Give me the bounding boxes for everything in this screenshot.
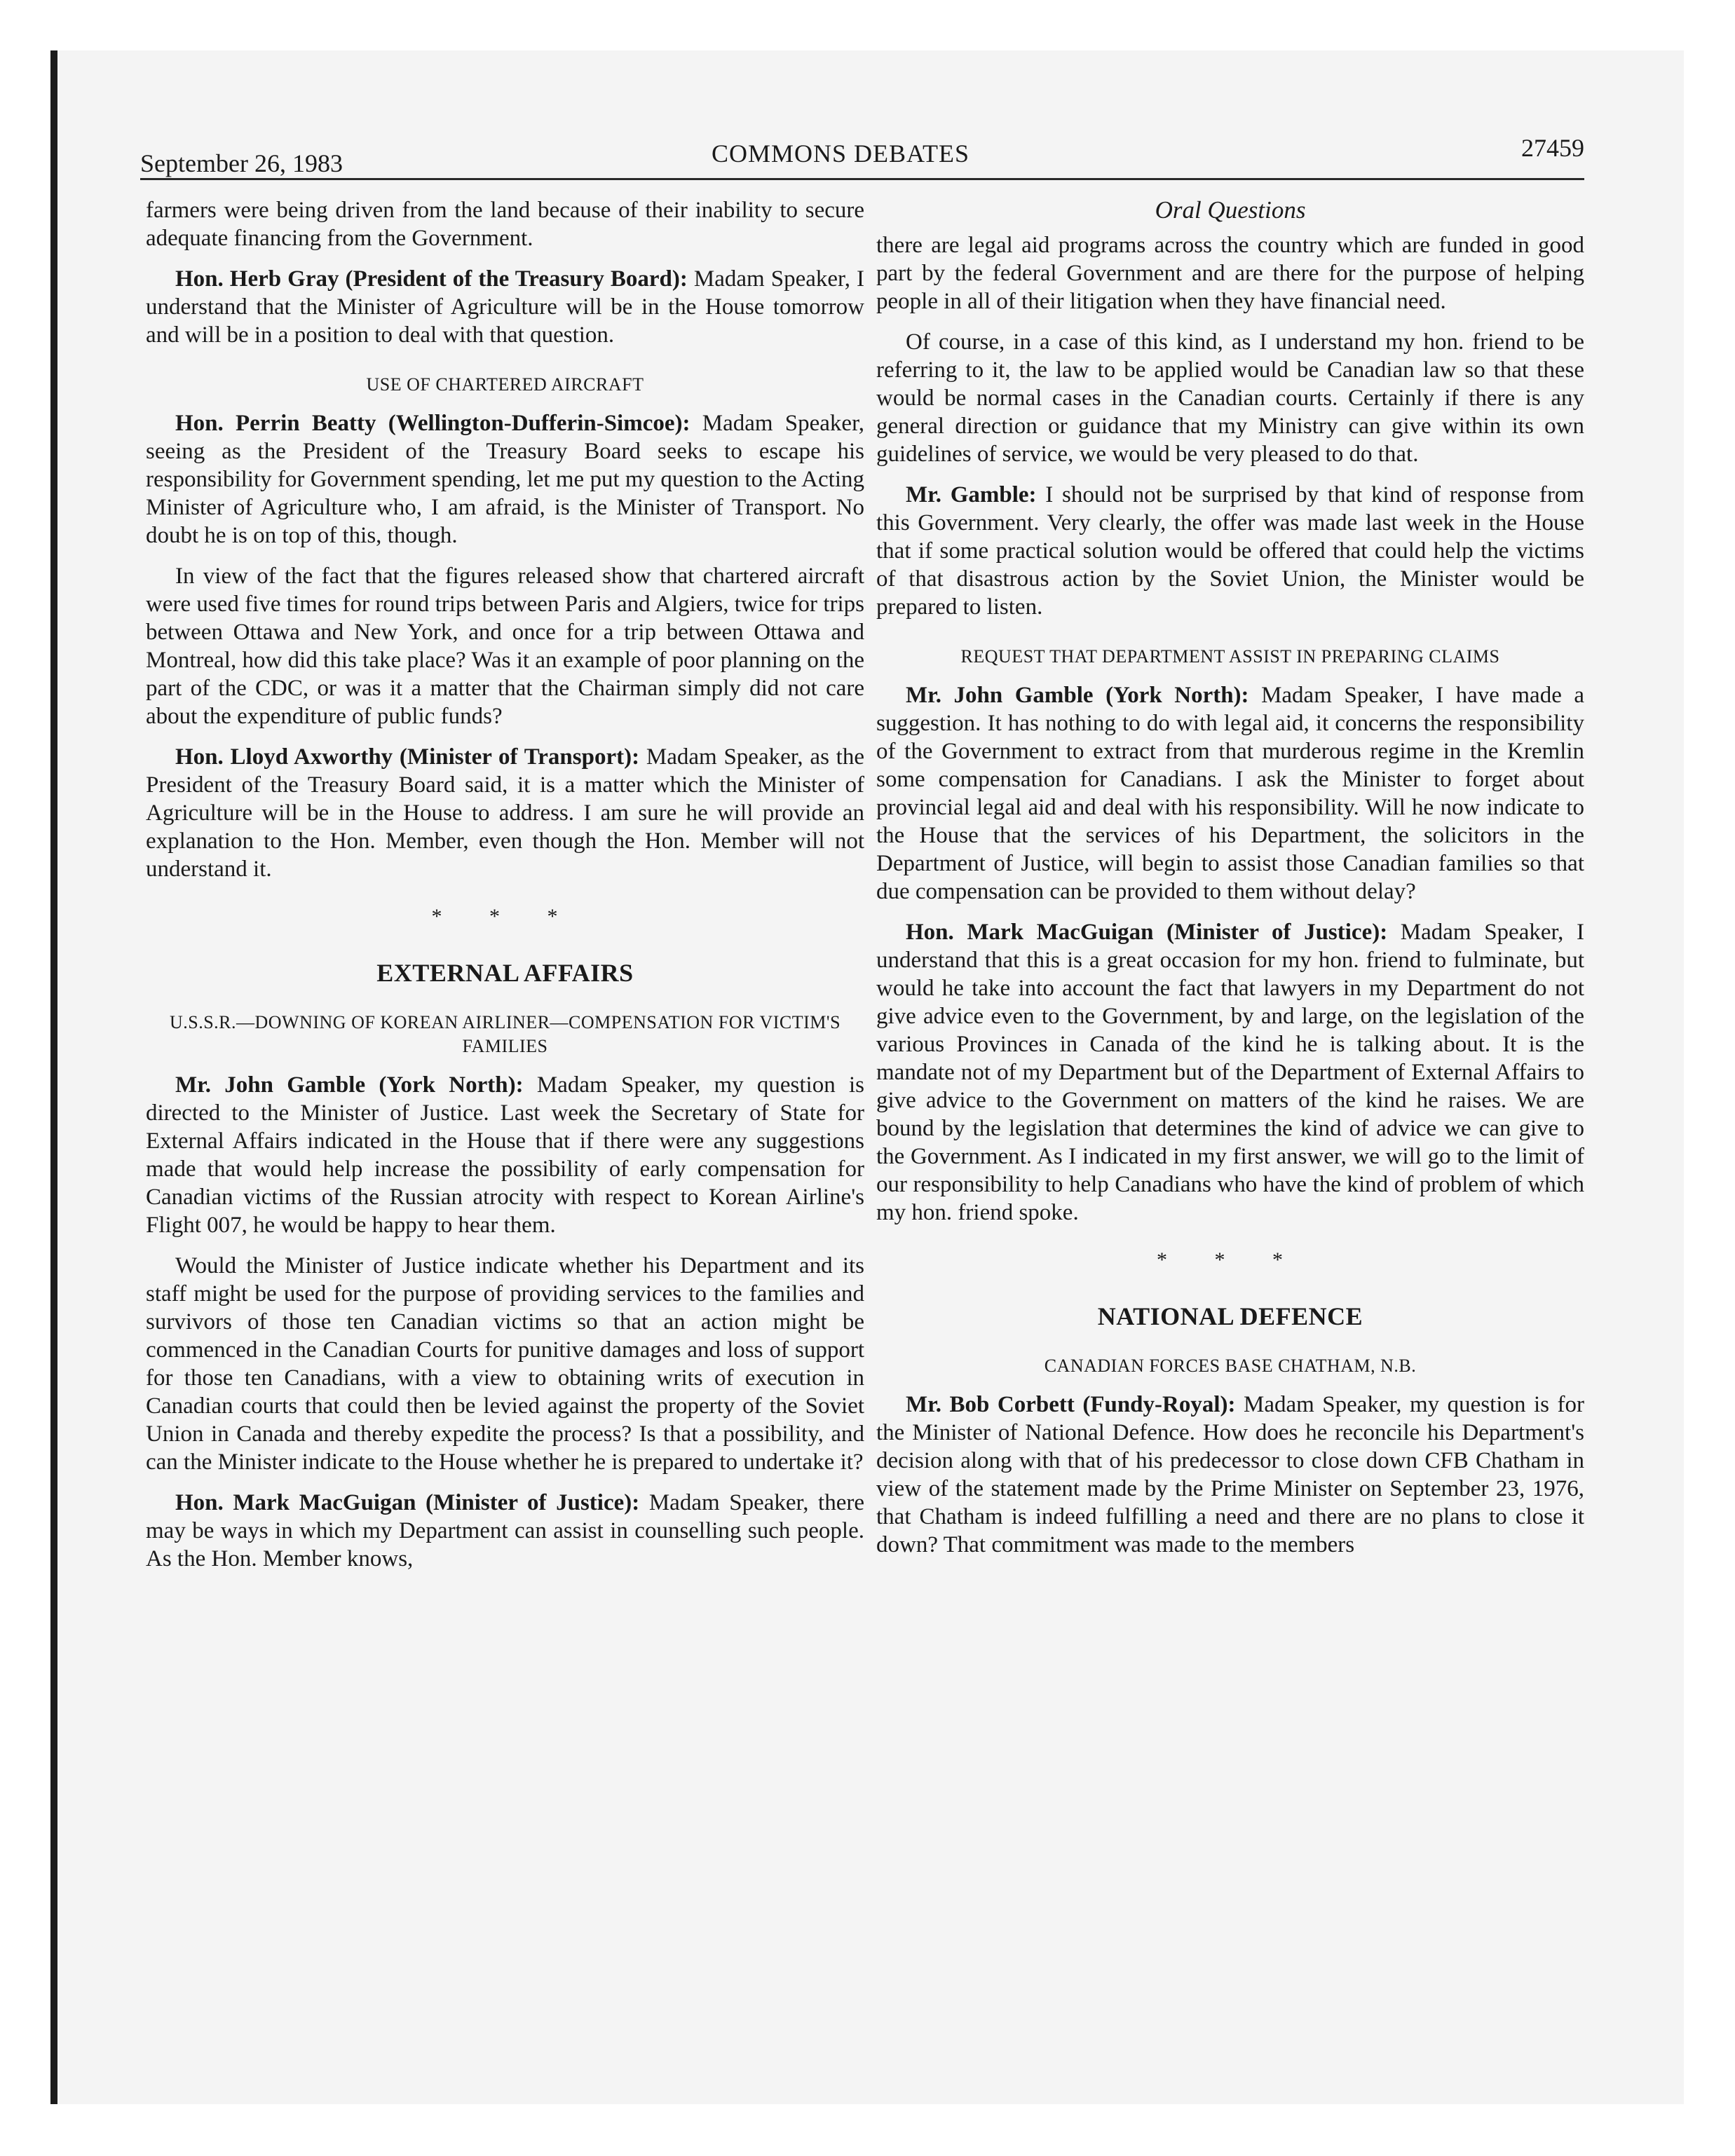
section-title: NATIONAL DEFENCE: [1097, 1302, 1363, 1330]
speech-text: I should not be surprised by that kind of response from this Government. Very clearly, the offer was made last week in the House that if some practical solution would be offered that could help the victims of that disastrous action by the Soviet Union, the Minister would be prepared to listen.: [876, 482, 1584, 620]
section-separator: * * *: [431, 905, 579, 928]
speech-text: Madam Speaker, there may be ways in which my Department can assist in counselling such people. As the Hon. Member knows,: [146, 1490, 865, 1571]
subheading: USE OF CHARTERED AIRCRAFT: [366, 374, 644, 395]
header-date: September 26, 1983: [140, 149, 343, 177]
paragraph: [876, 481, 1584, 621]
speaker-name: Mr. Bob Corbett (Fundy-Royal):: [906, 1392, 1236, 1417]
speech-text: Madam Speaker, I have made a suggestion. It has nothing to do with legal aid, it concerns the responsibility of the Government to extract from that murderous regime in the Kremlin some compensation for Canadians. I ask the Minister to forget about provincial legal aid and deal with his responsibility. Will he now indicate to the House that the services of his Department, the solicitors in the Department of Justice, will begin to assist those Canadian families so that due compensation can be provided to them without delay?: [876, 683, 1585, 904]
speaker-name: Mr. John Gamble (York North):: [906, 683, 1249, 708]
speech-text: Madam Speaker, I understand that the Minister of Agriculture will be in the House tomorrow and will be in a position to deal with that question.: [146, 266, 864, 348]
paragraph: [876, 1391, 1584, 1559]
speech-text: Madam Speaker, my question is for the Minister of National Defence. How does he reconcile his Department's decision along with that of his predecessor to close down CFB Chatham in view of the statement made by the Prime Minister on September 23, 1976, that Chatham is indeed fulfilling a need and there are no plans to close it down? That commitment was made to the members: [876, 1392, 1584, 1557]
subheading: U.S.S.R.—DOWNING OF KOREAN AIRLINER—COMPENSATION FOR VICTIM'S FAMILIES: [169, 1012, 841, 1056]
header-title: COMMONS DEBATES: [712, 139, 970, 168]
speaker-name: Hon. Mark MacGuigan (Minister of Justice):: [175, 1490, 640, 1515]
running-head: Oral Questions: [1155, 196, 1306, 224]
speaker-name: Mr. John Gamble (York North):: [175, 1072, 524, 1098]
speaker-name: Mr. Gamble:: [906, 482, 1037, 507]
speaker-name: Hon. Mark MacGuigan (Minister of Justice):: [906, 920, 1388, 945]
subheading: REQUEST THAT DEPARTMENT ASSIST IN PREPARING CLAIMS: [960, 646, 1500, 667]
speech-text: Madam Speaker, my question is directed to the Minister of Justice. Last week the Secretary of State for External Affairs indicated in the House that if there were any suggestions made that would help increase the possibility of early compensation for Canadian victims of the Russian atrocity with respect to Korean Airline's Flight 007, he would be happy to hear them.: [146, 1072, 865, 1238]
speaker-name: Hon. Herb Gray (President of the Treasury Board):: [175, 266, 688, 292]
paragraph: [876, 918, 1584, 1227]
paragraph: Of course, in a case of this kind, as I understand my hon. friend to be referring to it, the law to be applied would be Canadian law so that these would be normal cases in the Canadian courts. Certainly if there is any general direction or guidance that my Ministry can give within its own guidelines of service, we would be very pleased to do that.: [876, 329, 1584, 467]
section-separator: * * *: [1157, 1248, 1304, 1271]
speaker-name: Hon. Perrin Beatty (Wellington-Dufferin-Simcoe):: [175, 411, 690, 436]
paragraph: In view of the fact that the figures released show that chartered aircraft were used five times for round trips between Paris and Algiers, twice for trips between Ottawa and New York, and once for a trip between Ottawa and Montreal, how did this take place? Was it an example of poor planning on the part of the CDC, or was it a matter that the Chairman simply did not care about the expenditure of public funds?: [146, 564, 864, 729]
paragraph: there are legal aid programs across the country which are funded in good part by the federal Government and are there for the purpose of helping people in all of their litigation when they have financial need.: [876, 233, 1584, 314]
left-column: [146, 196, 864, 1585]
section-title: EXTERNAL AFFAIRS: [376, 959, 634, 987]
subheading: CANADIAN FORCES BASE CHATHAM, N.B.: [1044, 1356, 1417, 1376]
paragraph: [146, 743, 864, 883]
paragraph: [876, 681, 1584, 906]
page-header: [140, 133, 1584, 175]
paragraph: [146, 1489, 864, 1573]
paragraph: [146, 265, 864, 349]
paragraph: [146, 1071, 864, 1239]
speaker-name: Hon. Lloyd Axworthy (Minister of Transport):: [175, 744, 640, 770]
paragraph: Would the Minister of Justice indicate whether his Department and its staff might be used for the purpose of providing services to the families and survivors of those ten Canadian victims so that an action might be commenced in the Canadian Courts for punitive damages and loss of support for those ten Canadians, with a view to obtaining writs of execution in Canadian courts that could then be levied against the property of the Soviet Union in Canada and thereby expedite the process? Is that a possibility, and can the Minister indicate to the House whether he is prepared to undertake it?: [146, 1253, 864, 1475]
scan-edge: [50, 50, 57, 2104]
header-page-number: 27459: [1521, 134, 1584, 162]
paragraph: [146, 409, 864, 550]
header-rule: [140, 178, 1584, 180]
paragraph: farmers were being driven from the land because of their inability to secure adequate financing from the Government.: [146, 198, 864, 251]
speech-text: Madam Speaker, as the President of the Treasury Board said, it is a matter which the Minister of Agriculture will be in the House to address. I am sure he will provide an explanation to the Hon. Member, even though the Hon. Member will not understand it.: [146, 744, 864, 882]
speech-text: Madam Speaker, seeing as the President of the Treasury Board seeks to escape his responsibility for Government spending, let me put my question to the Acting Minister of Agriculture who, I am afraid, is the Minister of Transport. No doubt he is on top of this, though.: [146, 411, 864, 548]
speech-text: Madam Speaker, I understand that this is a great occasion for my hon. friend to fulminate, but would he take into account the fact that lawyers in my Department do not give advice even to the Government, by and large, on the legislation of the various Provinces in Canada of the kind he is talking about. It is the mandate not of my Department but of the Department of External Affairs to give advice to the Government on matters of the kind he raises. We are bound by the legislation that determines the kind of advice we can give to the Government. As I indicated in my first answer, we will go to the limit of our responsibility to help Canadians who have the kind of problem of which my hon. friend spoke.: [876, 920, 1584, 1225]
right-column: [876, 196, 1584, 1571]
